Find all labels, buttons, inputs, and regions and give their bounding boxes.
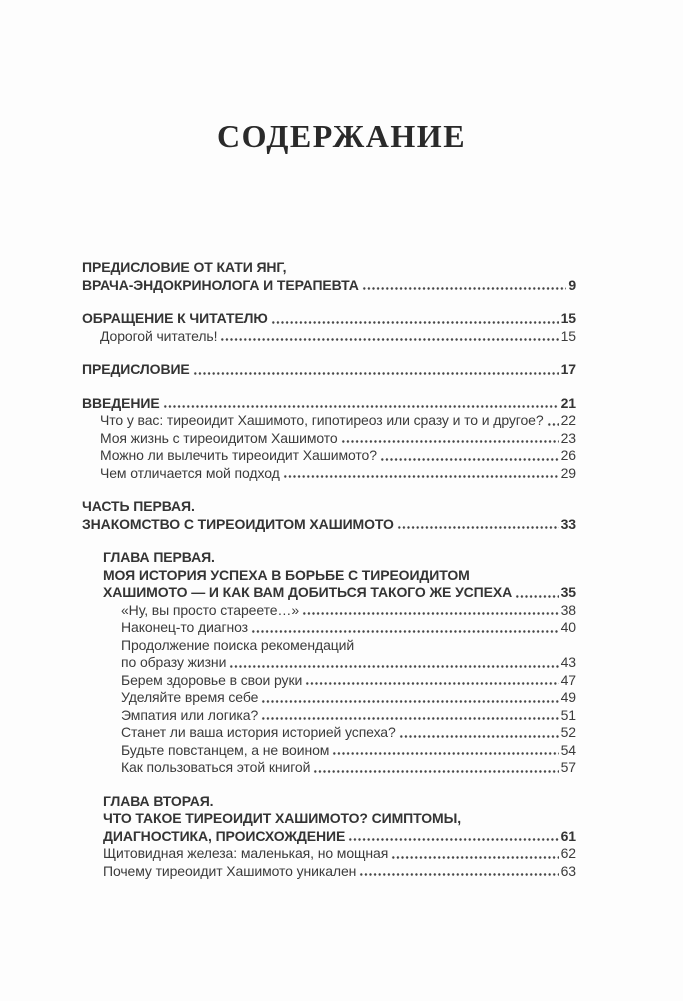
toc-line-text: ГЛАВА ВТОРАЯ. [103,792,214,809]
toc-line [82,259,576,277]
toc-leader-dots [251,619,559,637]
toc-leader-dots [305,672,558,690]
toc-line [82,707,576,725]
toc-line [82,759,576,777]
toc-leader-dots [220,328,558,346]
toc-page-number: 22 [560,412,576,428]
toc-line [82,810,576,828]
toc-line [82,689,576,707]
toc-line [82,793,576,811]
toc-page-number: 62 [560,845,576,861]
toc-line-text: Чем отличается мой подход [100,464,280,481]
toc-page-number: 23 [560,429,576,446]
toc-page-number: 61 [560,827,576,844]
toc-leader-dots [271,310,559,328]
toc-leader-dots [283,465,559,483]
toc-page-number: 49 [560,689,576,705]
toc-leader-dots [359,863,558,881]
toc-line [82,845,576,863]
toc-line-text: МОЯ ИСТОРИЯ УСПЕХА В БОРЬБЕ С ТИРЕОИДИТОМ [103,566,470,583]
toc-page-number: 35 [560,584,576,600]
toc-leader-dots [391,845,558,863]
toc-page-number: 40 [560,619,576,635]
toc-line [82,602,576,620]
toc-line-text: Будьте повстанцем, а не воином [121,741,330,758]
toc-line [82,742,576,760]
toc-line-text: ЗНАКОМСТВО С ТИРЕОИДИТОМ ХАШИМОТО [82,515,394,532]
toc-line [82,863,576,881]
toc-leader-dots [193,361,559,379]
toc-line-text: Щитовидная железа: маленькая, но мощная [103,845,389,861]
toc-line [82,310,576,328]
toc-line-text: Дорогой читатель! [100,327,218,344]
toc-line [82,430,576,448]
toc-line [82,447,576,465]
toc-page-number: 47 [560,671,576,688]
toc-leader-dots [348,828,558,846]
toc-line-text: Что у вас: тиреоидит Хашимото, гипотиреоз или сразу и то и другое? [100,412,544,428]
toc-leader-dots [229,654,558,672]
toc-page-number: 52 [560,724,576,740]
toc-line [82,567,576,585]
toc-leader-dots [313,759,558,777]
toc-line-text: Станет ли ваша история историей успеха? [121,724,396,740]
toc-page-number: 15 [560,327,576,344]
toc-page-number: 54 [560,741,576,758]
toc-leader-dots [163,395,559,413]
toc-line-text: Можно ли вылечить тиреоидит Хашимото? [100,447,377,463]
toc-page-number: 33 [560,515,576,532]
toc-page-number: 21 [560,394,576,411]
toc-line-text: ВВЕДЕНИЕ [82,394,160,411]
toc-line-text: ПРЕДИСЛОВИЕ ОТ КАТИ ЯНГ, [82,259,287,275]
toc-leader-dots [261,689,558,707]
toc-line [82,516,576,534]
toc-page-number: 29 [560,464,576,481]
toc-line [82,654,576,672]
toc-leader-dots [362,277,567,295]
toc-line [82,828,576,846]
toc-leader-dots [302,602,559,620]
page-title: СОДЕРЖАНИЕ [216,118,467,154]
toc-line [82,724,576,742]
toc-leader-dots [399,724,559,742]
toc-page-number: 43 [560,654,576,670]
toc-line-text: Моя жизнь с тиреоидитом Хашимото [100,429,338,446]
toc-line [82,277,576,295]
toc-page-number: 38 [560,601,576,618]
toc-line-text: ПРЕДИСЛОВИЕ [82,361,190,377]
toc-line [82,584,576,602]
toc-line [82,672,576,690]
toc-leader-dots [397,516,559,534]
toc-line [82,328,576,346]
toc-page-number: 9 [568,276,576,293]
toc-leader-dots [332,742,558,760]
toc-line-text: «Ну, вы просто стареете…» [121,601,300,618]
toc-line-text: ЧТО ТАКОЕ ТИРЕОИДИТ ХАШИМОТО? СИМПТОМЫ, [103,810,461,826]
toc-line-text: Почему тиреоидит Хашимото уникален [103,862,357,879]
toc-line [82,549,576,567]
toc-line-text: ГЛАВА ПЕРВАЯ. [103,549,215,565]
toc-line [82,395,576,413]
toc-line [82,498,576,516]
toc-line [82,361,576,379]
toc-line-text: ХАШИМОТО — И КАК ВАМ ДОБИТЬСЯ ТАКОГО ЖЕ УСПЕХА [103,584,513,600]
toc-leader-dots [341,430,559,448]
toc-page-number: 17 [560,361,576,377]
toc-line-text: по образу жизни [121,654,227,670]
toc-line-text: Берем здоровье в свои руки [121,671,303,688]
toc-line [82,465,576,483]
toc-line-text: Продолжение поиска рекомендаций [121,636,355,653]
toc-line-text: Уделяйте время себе [121,689,259,705]
toc-line-text: ОБРАЩЕНИЕ К ЧИТАТЕЛЮ [82,310,268,326]
toc-line-text: Эмпатия или логика? [121,706,259,723]
toc-page-number: 57 [560,759,576,775]
toc-line-text: ЧАСТЬ ПЕРВАЯ. [82,498,195,514]
toc-leader-dots [380,447,559,465]
toc-page-number: 51 [560,706,576,723]
toc-line-text: Как пользоваться этой книгой [121,759,311,775]
toc-line [82,619,576,637]
toc-list [82,259,576,880]
toc-leader-dots [547,412,559,430]
toc-line [82,412,576,430]
toc-line-text: Наконец-то диагноз [121,619,248,635]
toc-leader-dots [261,707,558,725]
toc-line [82,637,576,655]
toc-leader-dots [515,584,558,602]
toc-line-text: ВРАЧА-ЭНДОКРИНОЛОГА И ТЕРАПЕВТА [82,276,359,293]
toc-line-text: ДИАГНОСТИКА, ПРОИСХОЖДЕНИЕ [103,827,346,844]
toc-page-number: 15 [560,310,576,326]
toc-page-number: 26 [560,447,576,463]
toc-page-number: 63 [560,862,576,879]
